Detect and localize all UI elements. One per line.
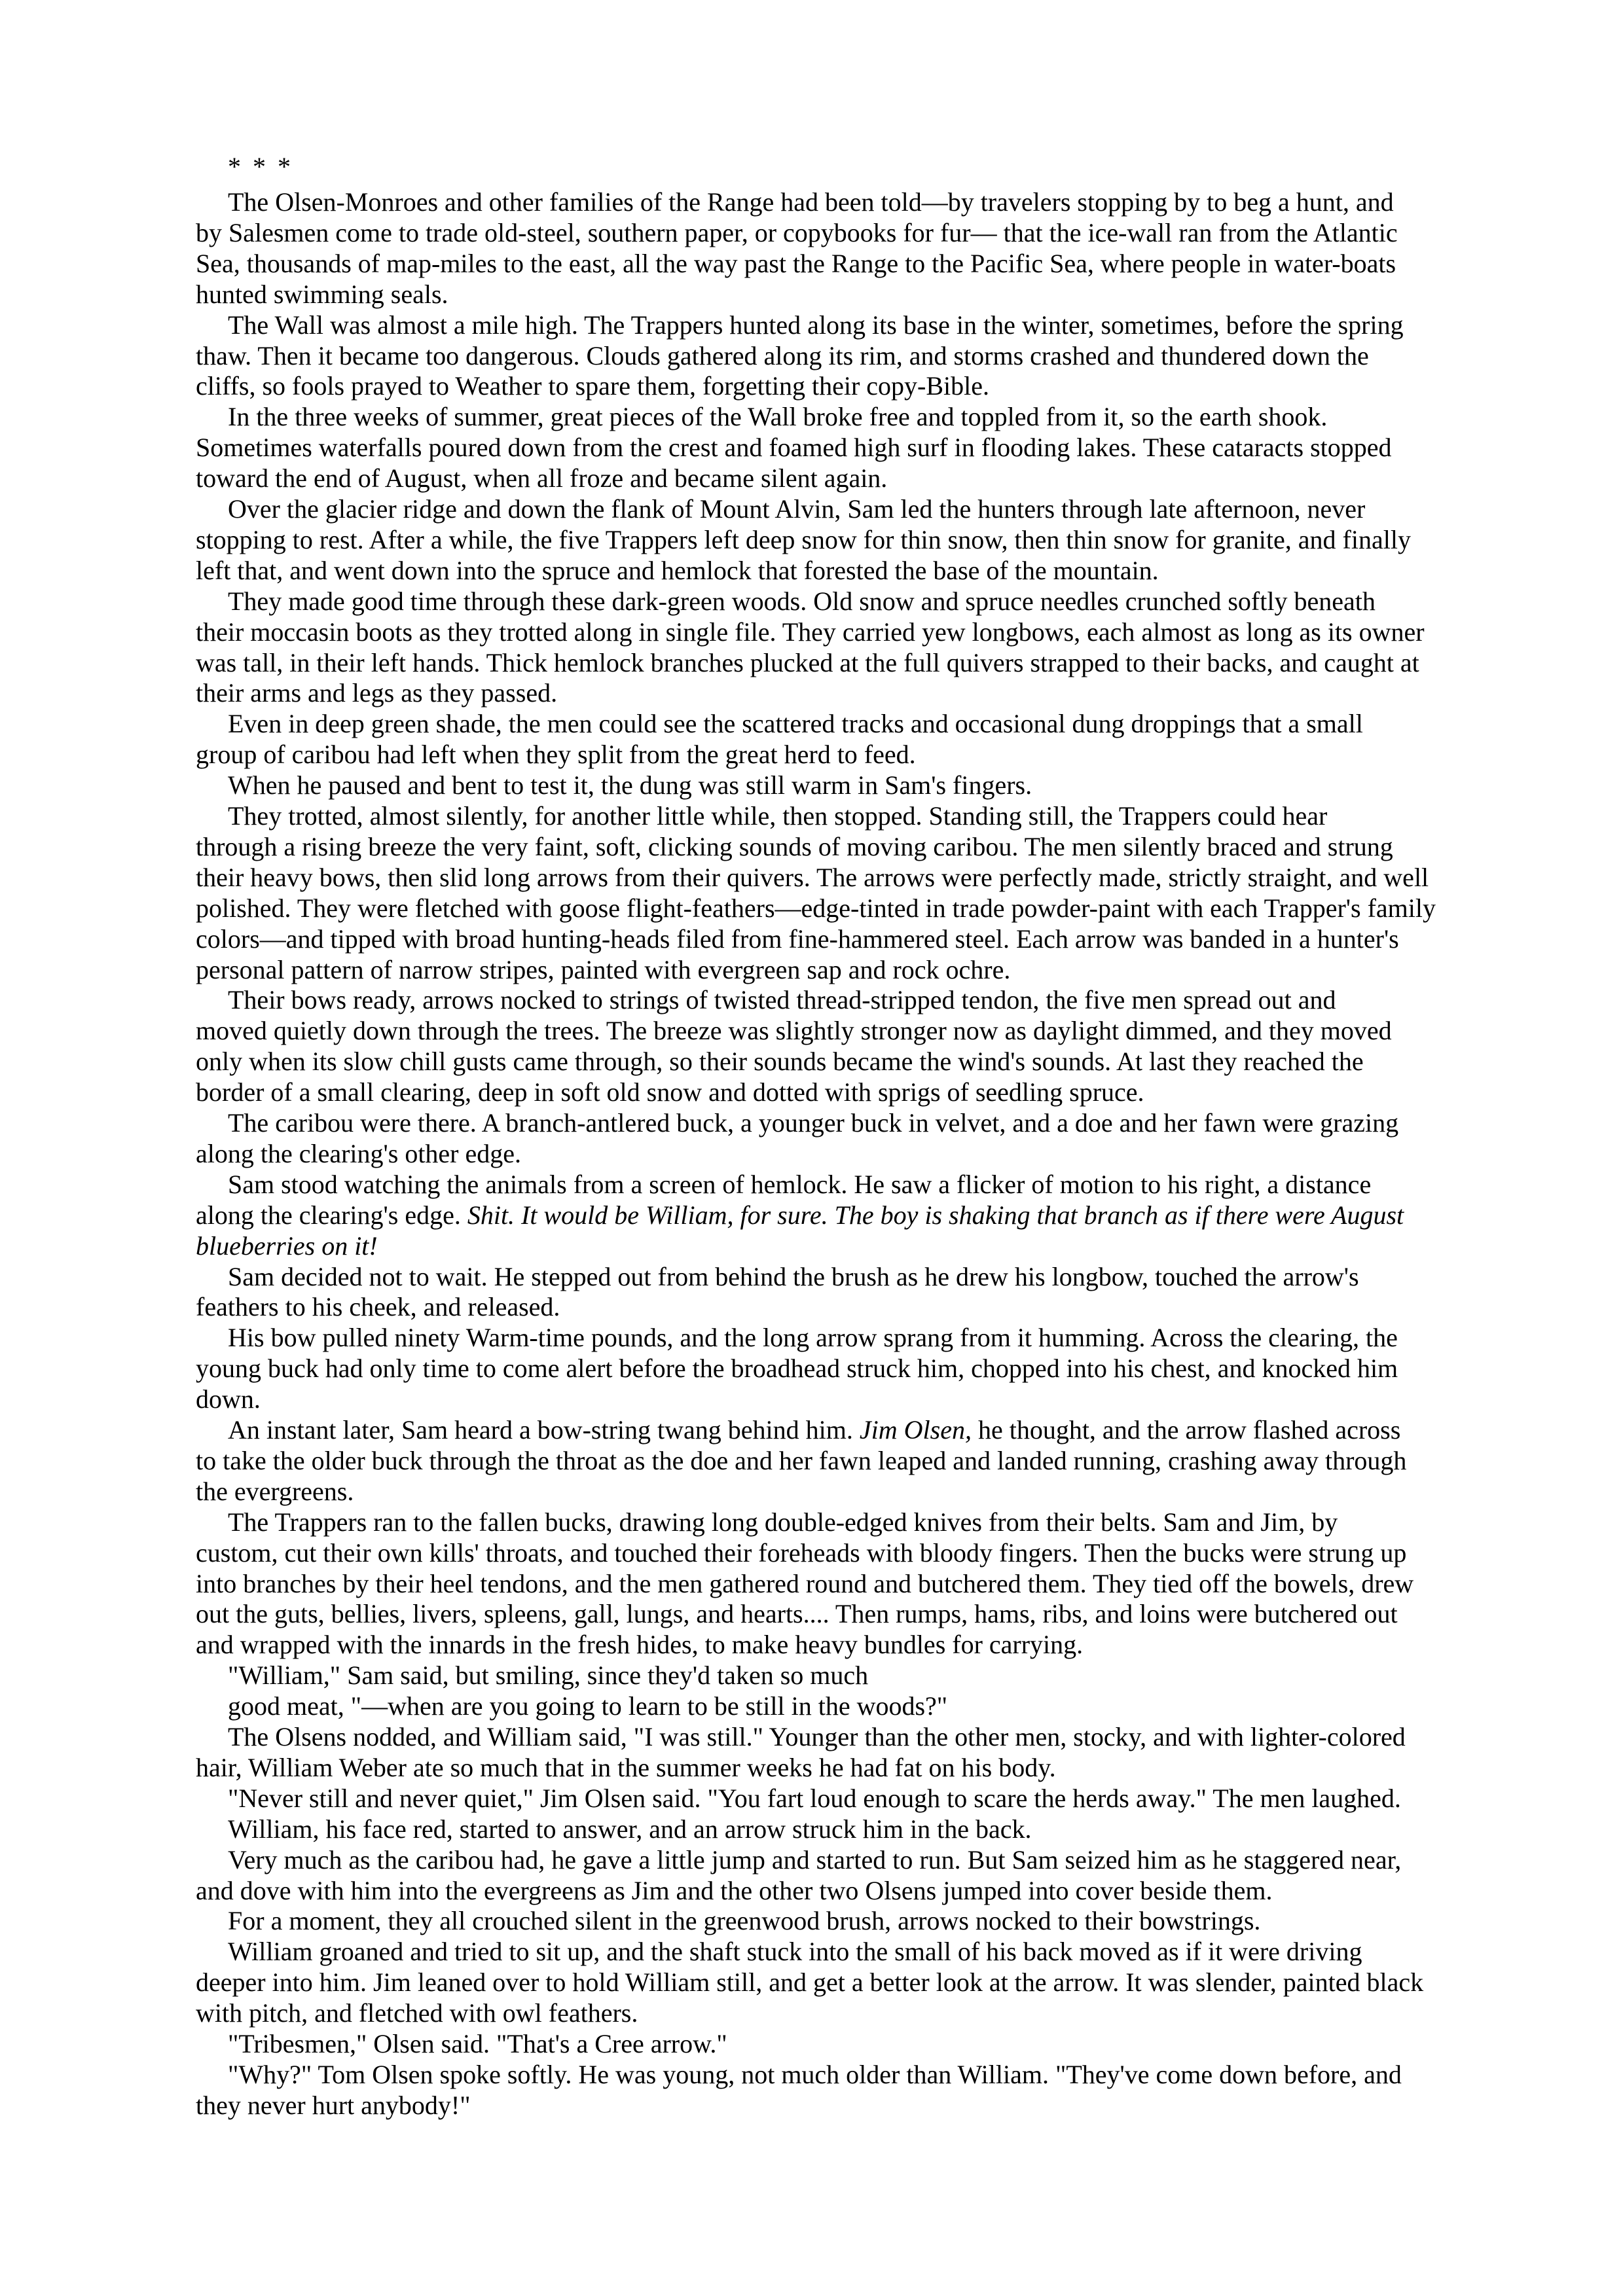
text-line xyxy=(228,1170,1371,1200)
line-text: with pitch, and fletched with owl feathers. xyxy=(196,1998,638,2028)
text-line xyxy=(196,648,1419,679)
text-line xyxy=(228,1108,1398,1139)
text-line xyxy=(196,525,1411,556)
line-text: William groaned and tried to sit up, and the shaft stuck into the small of his back moved as if it were driving xyxy=(228,1937,1362,1967)
text-line xyxy=(196,2090,471,2121)
text-line xyxy=(228,1415,1400,1446)
line-text: hair, William Weber ate so much that in the summer weeks he had fat on his body. xyxy=(196,1752,1056,1782)
section-separator: * * * xyxy=(228,152,293,181)
line-text: their moccasin boots as they trotted along in single file. They carried yew longbows, each almost as long as its owner xyxy=(196,617,1425,647)
text-line xyxy=(196,556,1159,586)
line-text: group of caribou had left when they split from the great herd to feed. xyxy=(196,740,916,770)
line-text: Sam decided not to wait. He stepped out from behind the brush as he drew his longbow, touched the arrow's xyxy=(228,1261,1359,1291)
text-line xyxy=(196,617,1425,648)
text-line xyxy=(196,1599,1398,1630)
line-text: toward the end of August, when all froze and became silent again. xyxy=(196,463,888,493)
text-line xyxy=(196,1047,1364,1077)
text-line xyxy=(196,1998,638,2029)
text-line xyxy=(196,1016,1392,1047)
text-line xyxy=(196,1538,1406,1569)
line-text: feathers to his cheek, and released. xyxy=(196,1292,560,1322)
text-line xyxy=(196,1200,1404,1231)
line-text: Even in deep green shade, the men could see the scattered tracks and occasional dung droppings that a small xyxy=(228,709,1363,739)
text-line xyxy=(228,1262,1359,1293)
line-text: he thought, and the arrow flashed across xyxy=(971,1415,1401,1444)
text-line xyxy=(196,863,1429,893)
line-text: They made good time through these dark-green woods. Old snow and spruce needles crunched softly beneath xyxy=(228,586,1376,616)
text-line xyxy=(196,1384,261,1415)
text-line xyxy=(196,893,1436,924)
text-line xyxy=(196,1139,521,1170)
text-line xyxy=(228,2029,727,2060)
line-text: polished. They were fletched with goose flight-feathers—edge-tinted in trade powder-paint with each Trapper's family xyxy=(196,893,1436,923)
line-text: and dove with him into the evergreens as Jim and the other two Olsens jumped into cover beside them. xyxy=(196,1875,1273,1905)
line-text: personal pattern of narrow stripes, painted with evergreen sap and rock ochre. xyxy=(196,954,1011,984)
text-line xyxy=(196,1967,1423,1998)
text-line xyxy=(196,1876,1272,1907)
italic-thought: Jim Olsen, xyxy=(859,1415,972,1444)
text-line xyxy=(228,709,1363,740)
text-line xyxy=(196,279,448,310)
text-line xyxy=(196,218,1398,249)
line-text: moved quietly down through the trees. The breeze was slightly stronger now as daylight dimmed, and they moved xyxy=(196,1016,1392,1046)
line-text: border of a small clearing, deep in soft old snow and dotted with sprigs of seedling spruce. xyxy=(196,1077,1144,1107)
text-line xyxy=(196,832,1393,863)
text-line xyxy=(196,1569,1413,1600)
text-line xyxy=(228,494,1365,525)
line-text: deeper into him. Jim leaned over to hold William still, and get a better look at the arrow. It was slender, painted black xyxy=(196,1967,1424,1998)
line-text: they never hurt anybody!" xyxy=(196,2090,471,2120)
text-line xyxy=(228,2060,1402,2090)
line-text: and wrapped with the innards in the fresh hides, to make heavy bundles for carrying. xyxy=(196,1630,1084,1660)
line-text: through a rising breeze the very faint, soft, clicking sounds of moving caribou. The men silently braced and strung xyxy=(196,831,1393,861)
text-line xyxy=(196,1292,560,1323)
text-line xyxy=(196,955,1010,986)
line-text: their arms and legs as they passed. xyxy=(196,678,558,708)
text-line xyxy=(196,1446,1406,1477)
text-line xyxy=(196,1753,1056,1784)
line-text: by Salesmen come to trade old-steel, southern paper, or copybooks for fur— that the ice-wall ran from the Atlantic xyxy=(196,217,1398,247)
line-text: Their bows ready, arrows nocked to strings of twisted thread-stripped tendon, the five men spread out and xyxy=(228,985,1336,1015)
line-text: thaw. Then it became too dangerous. Clouds gathered along its rim, and storms crashed and thundered down the xyxy=(196,340,1369,370)
text-line xyxy=(228,985,1336,1016)
text-line xyxy=(228,1845,1401,1876)
text-line xyxy=(196,924,1399,955)
text-line xyxy=(228,310,1404,341)
text-line xyxy=(196,371,989,402)
text-line xyxy=(196,678,557,709)
line-text: Sam stood watching the animals from a screen of hemlock. He saw a flicker of motion to his right, a distance xyxy=(228,1169,1372,1199)
line-text: young buck had only time to come alert before the broadhead struck him, chopped into his chest, and knocked him xyxy=(196,1354,1398,1384)
line-text: William, his face red, started to answer, and an arrow struck him in the back. xyxy=(228,1814,1032,1844)
line-text: hunted swimming seals. xyxy=(196,279,448,309)
line-text: His bow pulled ninety Warm-time pounds, and the long arrow sprang from it humming. Across the clearing, the xyxy=(228,1323,1398,1353)
text-line xyxy=(228,1691,947,1722)
text-line xyxy=(228,1323,1398,1354)
line-text: into branches by their heel tendons, and the men gathered round and butchered them. They tied off the bowels, drew xyxy=(196,1568,1414,1598)
line-text: only when its slow chill gusts came through, so their sounds became the wind's sounds. At last they reached the xyxy=(196,1047,1364,1077)
line-text: An instant later, Sam heard a bow-string twang behind him. xyxy=(228,1415,860,1444)
line-text: The Olsens nodded, and William said, "I was still." Younger than the other men, stocky, and with lighter-colored xyxy=(228,1722,1406,1751)
line-text: Sometimes waterfalls poured down from the crest and foamed high surf in flooding lakes. These cataracts stopped xyxy=(196,433,1392,463)
line-text: The Olsen-Monroes and other families of the Range had been told—by travelers stopping by to beg a hunt, and xyxy=(228,187,1394,217)
line-text: out the guts, bellies, livers, spleens, gall, lungs, and hearts.... Then rumps, hams, ribs, and loins were butchered out xyxy=(196,1599,1398,1629)
text-line xyxy=(228,1784,1401,1814)
text-line xyxy=(228,1906,1260,1937)
line-text: "Never still and never quiet," Jim Olsen said. "You fart loud enough to scare the herds away." The men laughed. xyxy=(228,1783,1401,1813)
line-text: cliffs, so fools prayed to Weather to spare them, forgetting their copy-Bible. xyxy=(196,371,990,401)
line-text: custom, cut their own kills' throats, and touched their foreheads with bloody fingers. Then the bucks were strung up xyxy=(196,1537,1407,1568)
line-text: For a moment, they all crouched silent in the greenwood brush, arrows nocked to their bowstrings. xyxy=(228,1906,1261,1936)
line-text: The Trappers ran to the fallen bucks, drawing long double-edged knives from their belts. Sam and Jim, by xyxy=(228,1507,1338,1537)
text-line xyxy=(196,341,1369,372)
text-line xyxy=(228,1507,1338,1538)
line-text: They trotted, almost silently, for another little while, then stopped. Standing still, the Trappers could hear xyxy=(228,801,1328,831)
line-text: was tall, in their left hands. Thick hemlock branches plucked at the full quivers strapped to their backs, and caught at xyxy=(196,647,1419,677)
text-line xyxy=(228,1660,868,1691)
text-line xyxy=(196,740,916,770)
line-text: In the three weeks of summer, great pieces of the Wall broke free and toppled from it, so the earth shook. xyxy=(228,402,1328,432)
text-line xyxy=(228,1937,1362,1967)
text-line xyxy=(228,187,1394,218)
line-text: colors—and tipped with broad hunting-heads filed from fine-hammered steel. Each arrow was banded in a hunter's xyxy=(196,924,1399,954)
line-text: Sea, thousands of map-miles to the east, all the way past the Range to the Pacific Sea, where people in water-boats xyxy=(196,248,1396,278)
text-line xyxy=(228,770,1032,801)
italic-thought: blueberries on it! xyxy=(196,1230,378,1261)
text-line xyxy=(228,586,1376,617)
text-line xyxy=(196,433,1392,463)
text-line xyxy=(196,1354,1398,1384)
line-text: When he paused and bent to test it, the dung was still warm in Sam's fingers. xyxy=(228,770,1032,800)
line-text: good meat, "—when are you going to learn to be still in the woods?" xyxy=(228,1691,948,1721)
line-text: "Tribesmen," Olsen said. "That's a Cree arrow." xyxy=(228,2029,727,2058)
text-line xyxy=(196,463,887,494)
line-text: left that, and went down into the spruce and hemlock that forested the base of the mountain. xyxy=(196,555,1159,585)
line-text: down. xyxy=(196,1384,261,1414)
line-text: stopping to rest. After a while, the five Trappers left deep snow for thin snow, then thin snow for granite, and finally xyxy=(196,524,1411,554)
text-line xyxy=(228,1814,1031,1845)
text-line xyxy=(196,1477,354,1507)
line-text: the evergreens. xyxy=(196,1476,354,1506)
text-line xyxy=(196,249,1396,279)
line-text: "Why?" Tom Olsen spoke softly. He was young, not much older than William. "They've come down before, and xyxy=(228,2059,1402,2089)
line-text: to take the older buck through the throat as the doe and her fawn leaped and landed running, crashing away through xyxy=(196,1445,1407,1475)
line-text: along the clearing's edge. xyxy=(196,1200,467,1230)
text-line xyxy=(196,1077,1144,1108)
text-line xyxy=(196,1231,378,1262)
line-text: The caribou were there. A branch-antlered buck, a younger buck in velvet, and a doe and her fawn were grazing xyxy=(228,1108,1399,1138)
line-text: their heavy bows, then slid long arrows from their quivers. The arrows were perfectly made, strictly straight, and well xyxy=(196,862,1429,892)
text-line xyxy=(228,1722,1406,1753)
line-text: "William," Sam said, but smiling, since they'd taken so much xyxy=(228,1660,869,1691)
line-text: along the clearing's other edge. xyxy=(196,1138,522,1168)
text-line xyxy=(196,1630,1083,1660)
italic-thought: Shit. It would be William, for sure. The boy is shaking that branch as if there were August xyxy=(467,1200,1404,1230)
line-text: Very much as the caribou had, he gave a little jump and started to run. But Sam seized him as he staggered near, xyxy=(228,1844,1402,1874)
line-text: The Wall was almost a mile high. The Trappers hunted along its base in the winter, sometimes, before the spring xyxy=(228,310,1404,340)
text-line xyxy=(228,801,1327,832)
line-text: Over the glacier ridge and down the flank of Mount Alvin, Sam led the hunters through late afternoon, never xyxy=(228,494,1366,524)
text-line xyxy=(228,402,1327,433)
